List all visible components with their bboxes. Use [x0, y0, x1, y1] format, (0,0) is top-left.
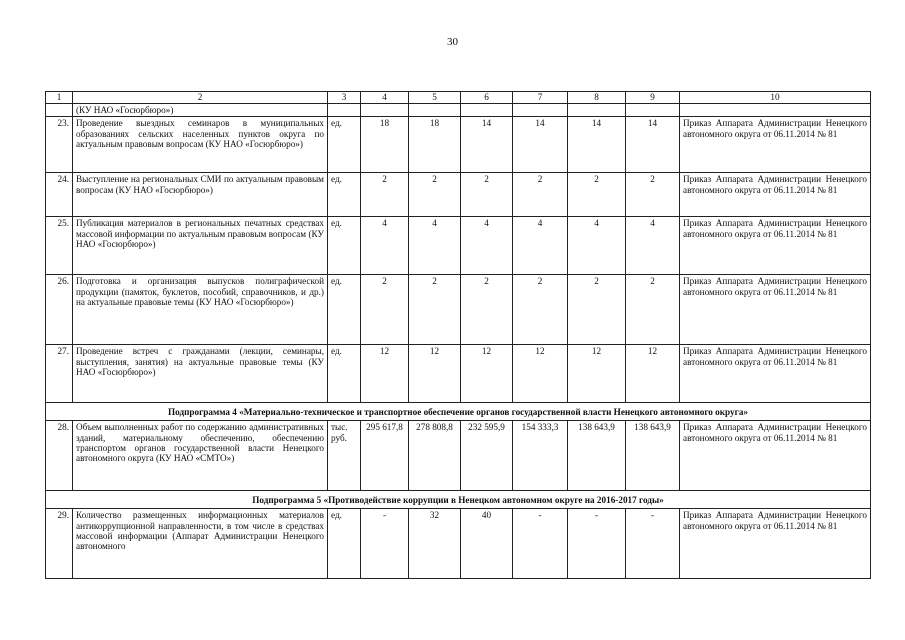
unit: ед. — [328, 173, 361, 217]
value: 2 — [409, 173, 461, 217]
continuation-row — [46, 104, 871, 117]
page-number: 30 — [447, 36, 458, 48]
row-number: 23. — [46, 117, 73, 173]
value: 12 — [568, 345, 626, 403]
header-cell: 3 — [328, 92, 361, 104]
source-document: Приказ Аппарата Администрации Ненецкого автономного округа от 06.11.2014 № 81 — [680, 117, 871, 173]
source-document: Приказ Аппарата Администрации Ненецкого автономного округа от 06.11.2014 № 81 — [680, 421, 871, 491]
value: - — [513, 509, 568, 579]
value: - — [568, 509, 626, 579]
value: 2 — [361, 173, 409, 217]
continuation-text: (КУ НАО «Госюрбюро») — [73, 104, 328, 117]
value: 4 — [568, 217, 626, 275]
row-number: 25. — [46, 217, 73, 275]
value: 2 — [626, 275, 680, 345]
row-number: 29. — [46, 509, 73, 579]
unit: ед. — [328, 509, 361, 579]
indicator-name: Выступление на региональных СМИ по актуальным правовым вопросам (КУ НАО «Госюрбюро») — [73, 173, 328, 217]
indicator-name: Публикация материалов в региональных печатных средствах массовой информации по актуальным правовым вопросам (КУ НАО «Госюрбюро») — [73, 217, 328, 275]
table-row — [46, 345, 871, 403]
value: 12 — [361, 345, 409, 403]
table-row — [46, 117, 871, 173]
value: 2 — [513, 275, 568, 345]
row-number: 24. — [46, 173, 73, 217]
indicator-name: Проведение встреч с гражданами (лекции, семинары, выступления, занятия) на актуальные правовые темы (КУ НАО «Госюрбюро») — [73, 345, 328, 403]
table-row — [46, 421, 871, 491]
value: - — [626, 509, 680, 579]
row-number: 28. — [46, 421, 73, 491]
value: 2 — [626, 173, 680, 217]
unit: ед. — [328, 117, 361, 173]
value: 14 — [626, 117, 680, 173]
value: - — [361, 509, 409, 579]
value: 32 — [409, 509, 461, 579]
value: 14 — [568, 117, 626, 173]
value: 40 — [461, 509, 513, 579]
source-document: Приказ Аппарата Администрации Ненецкого автономного округа от 06.11.2014 № 81 — [680, 345, 871, 403]
value: 2 — [361, 275, 409, 345]
value: 2 — [461, 173, 513, 217]
subprogram-row — [46, 403, 871, 421]
value: 2 — [409, 275, 461, 345]
table-row — [46, 217, 871, 275]
header-cell: 1 — [46, 92, 73, 104]
header-cell: 5 — [409, 92, 461, 104]
source-document: Приказ Аппарата Администрации Ненецкого автономного округа от 06.11.2014 № 81 — [680, 509, 871, 579]
value: 2 — [568, 275, 626, 345]
value: 12 — [513, 345, 568, 403]
value: 154 333,3 — [513, 421, 568, 491]
source-document: Приказ Аппарата Администрации Ненецкого автономного округа от 06.11.2014 № 81 — [680, 275, 871, 345]
value: 4 — [361, 217, 409, 275]
value: 14 — [461, 117, 513, 173]
value: 18 — [409, 117, 461, 173]
value: 4 — [461, 217, 513, 275]
value: 2 — [513, 173, 568, 217]
source-document: Приказ Аппарата Администрации Ненецкого автономного округа от 06.11.2014 № 81 — [680, 173, 871, 217]
header-cell: 4 — [361, 92, 409, 104]
value: 14 — [513, 117, 568, 173]
indicator-name: Проведение выездных семинаров в муниципальных образованиях сельских населенных пунктов округа по актуальным правовым вопросам (КУ НАО «Госюрбюро») — [73, 117, 328, 173]
table-row — [46, 509, 871, 579]
table-row — [46, 173, 871, 217]
header-cell: 10 — [680, 92, 871, 104]
value: 138 643,9 — [568, 421, 626, 491]
value: 2 — [461, 275, 513, 345]
subprogram-5-title: Подпрограмма 5 «Противодействие коррупции в Ненецком автономном округе на 2016-2017 годы» — [46, 491, 871, 509]
indicator-name: Объем выполненных работ по содержанию административных зданий, материальному обеспечению, обеспечению транспортом органов государственной власти Ненецкого автономного округа (КУ НАО «СМТО») — [73, 421, 328, 491]
subprogram-row — [46, 491, 871, 509]
value: 2 — [568, 173, 626, 217]
value: 12 — [626, 345, 680, 403]
value: 12 — [461, 345, 513, 403]
indicator-name: Количество размещенных информационных материалов антикоррупционной направленности, в том числе в средствах массовой информации (Аппарат Администрации Ненецкого автономного — [73, 509, 328, 579]
header-cell: 9 — [626, 92, 680, 104]
header-cell: 8 — [568, 92, 626, 104]
subprogram-4-title: Подпрограмма 4 «Материально-техническое и транспортное обеспечение органов государственной власти Ненецкого автономного округа» — [46, 403, 871, 421]
unit: ед. — [328, 345, 361, 403]
source-document: Приказ Аппарата Администрации Ненецкого автономного округа от 06.11.2014 № 81 — [680, 217, 871, 275]
unit: ед. — [328, 275, 361, 345]
header-cell: 7 — [513, 92, 568, 104]
value: 232 595,9 — [461, 421, 513, 491]
row-number: 27. — [46, 345, 73, 403]
unit: ед. — [328, 217, 361, 275]
value: 4 — [409, 217, 461, 275]
unit: тыс. руб. — [328, 421, 361, 491]
value: 12 — [409, 345, 461, 403]
indicators-table — [45, 91, 871, 579]
value: 4 — [626, 217, 680, 275]
table-row — [46, 275, 871, 345]
value: 4 — [513, 217, 568, 275]
header-cell: 2 — [73, 92, 328, 104]
indicator-name: Подготовка и организация выпусков полиграфической продукции (памяток, буклетов, пособий, справочников, и др.) на актуальные правовые темы (КУ НАО «Госюрбюро») — [73, 275, 328, 345]
header-cell: 6 — [461, 92, 513, 104]
value: 138 643,9 — [626, 421, 680, 491]
header-row — [46, 92, 871, 104]
value: 295 617,8 — [361, 421, 409, 491]
value: 278 808,8 — [409, 421, 461, 491]
row-number: 26. — [46, 275, 73, 345]
value: 18 — [361, 117, 409, 173]
